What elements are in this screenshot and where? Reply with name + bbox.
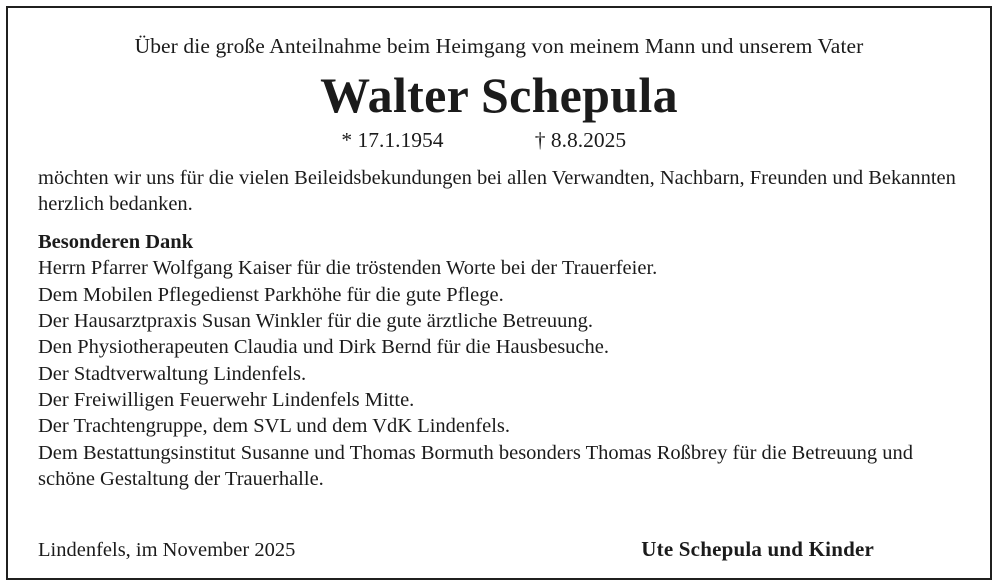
intro-text: Über die große Anteilnahme beim Heimgang von meinem Mann und unserem Vater	[134, 34, 864, 58]
list-item: Der Hausarztpraxis Susan Winkler für die gute ärztliche Betreuung.	[38, 310, 593, 333]
list-item: Herrn Pfarrer Wolfgang Kaiser für die tröstenden Worte bei der Trauerfeier.	[38, 257, 658, 280]
special-thanks-heading: Besonderen Dank	[38, 231, 194, 254]
obituary-notice	[6, 6, 992, 580]
birth-date: * 17.1.1954	[341, 128, 444, 152]
life-dates	[38, 128, 960, 153]
list-item: Dem Mobilen Pflegedienst Parkhöhe für die gute Pflege.	[38, 283, 504, 306]
special-thanks-list	[38, 255, 960, 492]
place-and-date: Lindenfels, im November 2025	[38, 539, 296, 561]
list-item: Der Freiwilligen Feuerwehr Lindenfels Mitte.	[38, 389, 415, 412]
death-date: † 8.8.2025	[534, 128, 627, 152]
notice-content	[8, 8, 990, 578]
list-item: Der Trachtengruppe, dem SVL und dem VdK Lindenfels.	[38, 415, 510, 438]
deceased-name: Walter Schepula	[320, 67, 678, 123]
family-signature: Ute Schepula und Kinder	[641, 537, 874, 561]
list-item: Dem Bestattungsinstitut Susanne und Thomas Bormuth besonders Thomas Roßbrey für die Betreuung und schöne Gestaltung der Trauerhalle.	[38, 441, 913, 491]
thanks-body: möchten wir uns für die vielen Beileidsbekundungen bei allen Verwandten, Nachbarn, Freunden und Bekannten herzlich bedanken.	[38, 167, 956, 216]
list-item: Den Physiotherapeuten Claudia und Dirk Bernd für die Hausbesuche.	[38, 336, 610, 359]
notice-footer	[38, 537, 960, 562]
list-item: Der Stadtverwaltung Lindenfels.	[38, 362, 307, 385]
